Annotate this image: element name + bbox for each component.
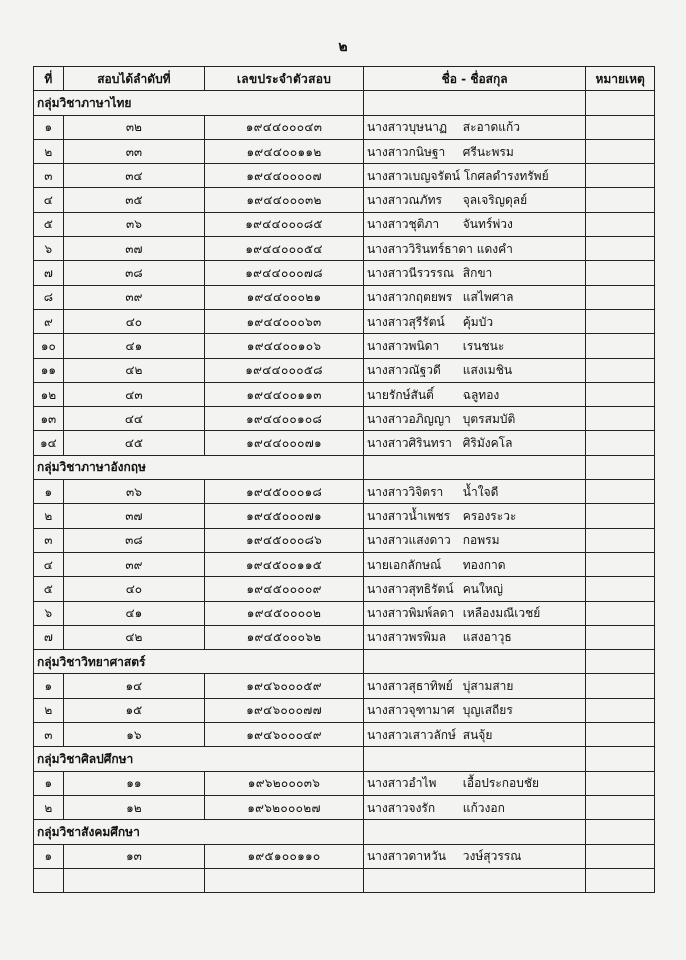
empty-cell bbox=[363, 455, 585, 479]
table-row bbox=[34, 601, 655, 625]
table-row bbox=[34, 431, 655, 455]
last-name: แก้วงอก bbox=[462, 800, 505, 815]
row-number: ๑๒ bbox=[34, 382, 64, 406]
row-note bbox=[586, 285, 655, 309]
last-name: กอพรม bbox=[462, 533, 500, 548]
last-name: จุลเจริญดุลย์ bbox=[462, 193, 528, 208]
last-name: สิกขา bbox=[462, 266, 493, 281]
table-row bbox=[34, 795, 655, 819]
last-name: คุ้มบัว bbox=[462, 314, 494, 329]
row-rank: ๔๒ bbox=[63, 625, 204, 649]
last-name: คนใหญ่ bbox=[462, 581, 503, 596]
table-row bbox=[34, 334, 655, 358]
header-name: ชื่อ - ชื่อสกุล bbox=[363, 67, 585, 91]
row-note bbox=[586, 504, 655, 528]
last-name: วงษ์สุวรรณ bbox=[462, 849, 522, 864]
row-name bbox=[363, 723, 585, 747]
row-note bbox=[586, 188, 655, 212]
group-header-row bbox=[34, 820, 655, 844]
first-name: นายเอกลักษณ์ bbox=[366, 557, 442, 572]
row-rank: ๔๒ bbox=[63, 358, 204, 382]
row-number: ๔ bbox=[34, 552, 64, 576]
first-name: นางสาวพรพิมล bbox=[366, 630, 447, 645]
row-number: ๑๔ bbox=[34, 431, 64, 455]
row-exam-id: ๑๙๔๖๐๐๐๕๙ bbox=[205, 674, 364, 698]
empty-cell bbox=[205, 868, 364, 892]
row-number: ๕ bbox=[34, 212, 64, 236]
row-note bbox=[586, 625, 655, 649]
row-note bbox=[586, 358, 655, 382]
first-name: นางสาวศิรินทรา bbox=[366, 436, 452, 451]
row-name bbox=[363, 795, 585, 819]
table-row bbox=[34, 723, 655, 747]
row-note bbox=[586, 309, 655, 333]
row-rank: ๔๑ bbox=[63, 334, 204, 358]
empty-cell bbox=[586, 91, 655, 115]
row-exam-id: ๑๙๔๕๐๐๐๗๑ bbox=[205, 504, 364, 528]
first-name: นางสาวนีรวรรณ bbox=[366, 266, 454, 281]
empty-cell bbox=[34, 868, 64, 892]
row-rank: ๓๘ bbox=[63, 261, 204, 285]
row-name bbox=[363, 358, 585, 382]
row-note bbox=[586, 601, 655, 625]
empty-cell bbox=[363, 747, 585, 771]
row-name bbox=[363, 212, 585, 236]
last-name: แสงอาวุธ bbox=[462, 630, 512, 645]
empty-cell bbox=[586, 455, 655, 479]
row-exam-id: ๑๙๔๔๐๐๑๑๒ bbox=[205, 139, 364, 163]
row-exam-id: ๑๙๔๔๐๐๑๑๓ bbox=[205, 382, 364, 406]
row-exam-id: ๑๙๔๔๐๐๐๘๕ bbox=[205, 212, 364, 236]
row-number: ๕ bbox=[34, 577, 64, 601]
row-name bbox=[363, 698, 585, 722]
first-name: นางสาวกนิษฐา bbox=[366, 144, 446, 159]
row-exam-id: ๑๙๔๖๐๐๐๔๙ bbox=[205, 723, 364, 747]
row-rank: ๓๖ bbox=[63, 480, 204, 504]
row-number: ๑ bbox=[34, 844, 64, 868]
last-name: โกศลดำรงทรัพย์ bbox=[463, 168, 549, 183]
row-note bbox=[586, 261, 655, 285]
empty-row bbox=[34, 868, 655, 892]
group-title: กลุ่มวิชาศิลปศึกษา bbox=[34, 747, 364, 771]
row-number: ๓ bbox=[34, 164, 64, 188]
table-row bbox=[34, 188, 655, 212]
table-row bbox=[34, 115, 655, 139]
row-note bbox=[586, 844, 655, 868]
table-row bbox=[34, 382, 655, 406]
row-number: ๑ bbox=[34, 771, 64, 795]
row-exam-id: ๑๙๔๕๐๐๐๘๖ bbox=[205, 528, 364, 552]
first-name: นางสาวพนิดา bbox=[366, 338, 440, 353]
row-number: ๒ bbox=[34, 698, 64, 722]
last-name: เรนชนะ bbox=[462, 338, 505, 353]
row-name bbox=[363, 164, 585, 188]
row-rank: ๑๔ bbox=[63, 674, 204, 698]
header-no: ที่ bbox=[34, 67, 64, 91]
first-name: นางสาวน้ำเพชร bbox=[366, 508, 451, 523]
row-exam-id: ๑๙๔๕๐๐๐๐๒ bbox=[205, 601, 364, 625]
row-note bbox=[586, 552, 655, 576]
last-name: เอื้อประกอบชัย bbox=[462, 776, 540, 791]
empty-cell bbox=[363, 91, 585, 115]
first-name: นางสาวชุติภา bbox=[366, 217, 440, 232]
row-note bbox=[586, 115, 655, 139]
table-row bbox=[34, 504, 655, 528]
row-name bbox=[363, 407, 585, 431]
first-name: นางสาวบุษนาฏ bbox=[366, 120, 448, 135]
group-title: กลุ่มวิชาสังคมศึกษา bbox=[34, 820, 364, 844]
row-number: ๘ bbox=[34, 285, 64, 309]
table-row bbox=[34, 309, 655, 333]
header-note: หมายเหตุ bbox=[586, 67, 655, 91]
row-exam-id: ๑๙๔๔๐๐๐๗๑ bbox=[205, 431, 364, 455]
row-note bbox=[586, 528, 655, 552]
row-rank: ๓๙ bbox=[63, 552, 204, 576]
row-name bbox=[363, 771, 585, 795]
row-note bbox=[586, 237, 655, 261]
row-rank: ๑๓ bbox=[63, 844, 204, 868]
row-name bbox=[363, 334, 585, 358]
row-note bbox=[586, 382, 655, 406]
header-rank: สอบได้ลำดับที่ bbox=[63, 67, 204, 91]
row-rank: ๑๑ bbox=[63, 771, 204, 795]
table-row bbox=[34, 237, 655, 261]
row-number: ๔ bbox=[34, 188, 64, 212]
row-note bbox=[586, 407, 655, 431]
row-exam-id: ๑๙๔๕๐๐๐๖๒ bbox=[205, 625, 364, 649]
row-exam-id: ๑๙๔๔๐๐๐๕๔ bbox=[205, 237, 364, 261]
row-number: ๑ bbox=[34, 674, 64, 698]
row-name bbox=[363, 382, 585, 406]
row-rank: ๓๓ bbox=[63, 139, 204, 163]
row-number: ๑๐ bbox=[34, 334, 64, 358]
row-exam-id: ๑๙๔๔๐๐๐๕๘ bbox=[205, 358, 364, 382]
first-name: นายรักษ์สันติ์ bbox=[366, 387, 434, 402]
row-number: ๗ bbox=[34, 625, 64, 649]
row-number: ๑๓ bbox=[34, 407, 64, 431]
row-name bbox=[363, 261, 585, 285]
last-name: บุญเสถียร bbox=[462, 703, 513, 718]
row-note bbox=[586, 431, 655, 455]
table-header-row bbox=[34, 67, 655, 91]
table-row bbox=[34, 844, 655, 868]
empty-cell bbox=[363, 820, 585, 844]
table-row bbox=[34, 212, 655, 236]
table-row bbox=[34, 528, 655, 552]
first-name: นางสาวจุฑามาศ bbox=[366, 703, 455, 718]
row-name bbox=[363, 237, 585, 261]
table-row bbox=[34, 407, 655, 431]
row-name bbox=[363, 480, 585, 504]
table-row bbox=[34, 480, 655, 504]
row-exam-id: ๑๙๔๔๐๐๑๐๘ bbox=[205, 407, 364, 431]
row-exam-id: ๑๙๔๕๐๐๑๑๕ bbox=[205, 552, 364, 576]
row-exam-id: ๑๙๔๔๐๐๐๖๓ bbox=[205, 309, 364, 333]
last-name: แสไพศาล bbox=[462, 290, 514, 305]
first-name: นางสาวพิมพ์ลดา bbox=[366, 606, 455, 621]
table-row bbox=[34, 139, 655, 163]
row-exam-id: ๑๙๔๕๐๐๐๐๙ bbox=[205, 577, 364, 601]
row-number: ๓ bbox=[34, 528, 64, 552]
group-title: กลุ่มวิชาภาษาอังกฤษ bbox=[34, 455, 364, 479]
last-name: แดงคำ bbox=[476, 241, 513, 256]
row-number: ๖ bbox=[34, 237, 64, 261]
first-name: นางสาววิรินทร์ธาดา bbox=[366, 241, 473, 256]
last-name: เหลืองมณีเวชย์ bbox=[462, 606, 541, 621]
row-exam-id: ๑๙๔๖๐๐๐๗๗ bbox=[205, 698, 364, 722]
row-exam-id: ๑๙๔๔๐๐๐๗๘ bbox=[205, 261, 364, 285]
row-rank: ๔๐ bbox=[63, 577, 204, 601]
row-note bbox=[586, 795, 655, 819]
row-name bbox=[363, 844, 585, 868]
group-header-row bbox=[34, 747, 655, 771]
row-name bbox=[363, 285, 585, 309]
row-rank: ๔๓ bbox=[63, 382, 204, 406]
row-name bbox=[363, 528, 585, 552]
row-number: ๑ bbox=[34, 480, 64, 504]
row-rank: ๓๘ bbox=[63, 528, 204, 552]
row-number: ๒ bbox=[34, 795, 64, 819]
last-name: บุ่สามสาย bbox=[462, 679, 514, 694]
row-note bbox=[586, 771, 655, 795]
first-name: นางสาวกฤตยพร bbox=[366, 290, 453, 305]
row-number: ๖ bbox=[34, 601, 64, 625]
first-name: นางสาวเสาวลักษ์ bbox=[366, 727, 456, 742]
row-rank: ๓๒ bbox=[63, 115, 204, 139]
exam-results-table bbox=[33, 66, 655, 893]
last-name: ครองระวะ bbox=[462, 508, 517, 523]
row-exam-id: ๑๙๕๑๐๐๑๑๐ bbox=[205, 844, 364, 868]
first-name: นางสาวสุทธิรัตน์ bbox=[366, 581, 454, 596]
row-number: ๓ bbox=[34, 723, 64, 747]
last-name: ฉลูทอง bbox=[462, 387, 500, 402]
row-exam-id: ๑๙๔๕๐๐๐๑๘ bbox=[205, 480, 364, 504]
last-name: ศรีนะพรม bbox=[462, 144, 514, 159]
empty-cell bbox=[363, 650, 585, 674]
row-note bbox=[586, 334, 655, 358]
row-rank: ๓๔ bbox=[63, 164, 204, 188]
table-row bbox=[34, 358, 655, 382]
row-number: ๒ bbox=[34, 139, 64, 163]
first-name: นางสาววิจิตรา bbox=[366, 484, 444, 499]
empty-cell bbox=[586, 650, 655, 674]
row-name bbox=[363, 309, 585, 333]
first-name: นางสาวณัฐวดี bbox=[366, 363, 441, 378]
row-rank: ๑๒ bbox=[63, 795, 204, 819]
last-name: ทองกาด bbox=[462, 557, 506, 572]
first-name: นางสาวณภัทร bbox=[366, 193, 442, 208]
row-rank: ๓๗ bbox=[63, 504, 204, 528]
row-exam-id: ๑๙๖๒๐๐๐๒๗ bbox=[205, 795, 364, 819]
table-row bbox=[34, 674, 655, 698]
row-exam-id: ๑๙๖๒๐๐๐๓๖ bbox=[205, 771, 364, 795]
row-exam-id: ๑๙๔๔๐๐๑๐๖ bbox=[205, 334, 364, 358]
row-rank: ๓๖ bbox=[63, 212, 204, 236]
first-name: นางสาวเบญจรัตน์ bbox=[366, 168, 460, 183]
row-exam-id: ๑๙๔๔๐๐๐๒๑ bbox=[205, 285, 364, 309]
row-name bbox=[363, 601, 585, 625]
row-note bbox=[586, 212, 655, 236]
first-name: นางสาวอำไพ bbox=[366, 776, 437, 791]
table-row bbox=[34, 552, 655, 576]
row-name bbox=[363, 674, 585, 698]
table-row bbox=[34, 261, 655, 285]
table-row bbox=[34, 577, 655, 601]
row-exam-id: ๑๙๔๔๐๐๐๔๓ bbox=[205, 115, 364, 139]
empty-cell bbox=[63, 868, 204, 892]
row-number: ๑๑ bbox=[34, 358, 64, 382]
row-rank: ๓๕ bbox=[63, 188, 204, 212]
row-number: ๒ bbox=[34, 504, 64, 528]
first-name: นางสาวดาหวัน bbox=[366, 849, 446, 864]
group-header-row bbox=[34, 91, 655, 115]
last-name: บุตรสมบัติ bbox=[462, 411, 516, 426]
row-note bbox=[586, 577, 655, 601]
group-title: กลุ่มวิชาวิทยาศาสตร์ bbox=[34, 650, 364, 674]
row-name bbox=[363, 115, 585, 139]
row-note bbox=[586, 164, 655, 188]
row-note bbox=[586, 480, 655, 504]
row-rank: ๔๔ bbox=[63, 407, 204, 431]
row-rank: ๓๗ bbox=[63, 237, 204, 261]
table-row bbox=[34, 698, 655, 722]
row-exam-id: ๑๙๔๔๐๐๐๓๒ bbox=[205, 188, 364, 212]
row-name bbox=[363, 431, 585, 455]
empty-cell bbox=[586, 747, 655, 771]
row-exam-id: ๑๙๔๔๐๐๐๐๗ bbox=[205, 164, 364, 188]
row-rank: ๔๐ bbox=[63, 309, 204, 333]
header-exam-id: เลขประจำตัวสอบ bbox=[205, 67, 364, 91]
row-number: ๗ bbox=[34, 261, 64, 285]
first-name: นางสาวอภิญญา bbox=[366, 411, 451, 426]
table-row bbox=[34, 625, 655, 649]
row-rank: ๔๑ bbox=[63, 601, 204, 625]
row-name bbox=[363, 504, 585, 528]
row-note bbox=[586, 139, 655, 163]
first-name: นางสาวแสงดาว bbox=[366, 533, 451, 548]
empty-cell bbox=[586, 868, 655, 892]
last-name: จันทร์พ่วง bbox=[462, 217, 513, 232]
row-name bbox=[363, 577, 585, 601]
row-rank: ๑๖ bbox=[63, 723, 204, 747]
first-name: นางสาวสุธาทิพย์ bbox=[366, 679, 453, 694]
table-body bbox=[34, 91, 655, 893]
last-name: สนจุ้ย bbox=[462, 727, 493, 742]
row-note bbox=[586, 698, 655, 722]
page-number: ๒ bbox=[338, 39, 348, 55]
row-rank: ๔๕ bbox=[63, 431, 204, 455]
table-row bbox=[34, 285, 655, 309]
row-name bbox=[363, 552, 585, 576]
group-header-row bbox=[34, 455, 655, 479]
last-name: ศิริมังคโล bbox=[462, 436, 513, 451]
row-rank: ๑๕ bbox=[63, 698, 204, 722]
row-note bbox=[586, 674, 655, 698]
row-number: ๙ bbox=[34, 309, 64, 333]
first-name: นางสาวจงรัก bbox=[366, 800, 436, 815]
empty-cell bbox=[586, 820, 655, 844]
table-row bbox=[34, 771, 655, 795]
last-name: แสงเมชิน bbox=[462, 363, 513, 378]
row-note bbox=[586, 723, 655, 747]
row-name bbox=[363, 625, 585, 649]
last-name: สะอาดแก้ว bbox=[462, 120, 521, 135]
empty-cell bbox=[363, 868, 585, 892]
last-name: น้ำใจดี bbox=[462, 484, 499, 499]
group-title: กลุ่มวิชาภาษาไทย bbox=[34, 91, 364, 115]
group-header-row bbox=[34, 650, 655, 674]
row-number: ๑ bbox=[34, 115, 64, 139]
row-name bbox=[363, 188, 585, 212]
table-row bbox=[34, 164, 655, 188]
row-name bbox=[363, 139, 585, 163]
row-rank: ๓๙ bbox=[63, 285, 204, 309]
first-name: นางสาวสุรีรัตน์ bbox=[366, 314, 445, 329]
